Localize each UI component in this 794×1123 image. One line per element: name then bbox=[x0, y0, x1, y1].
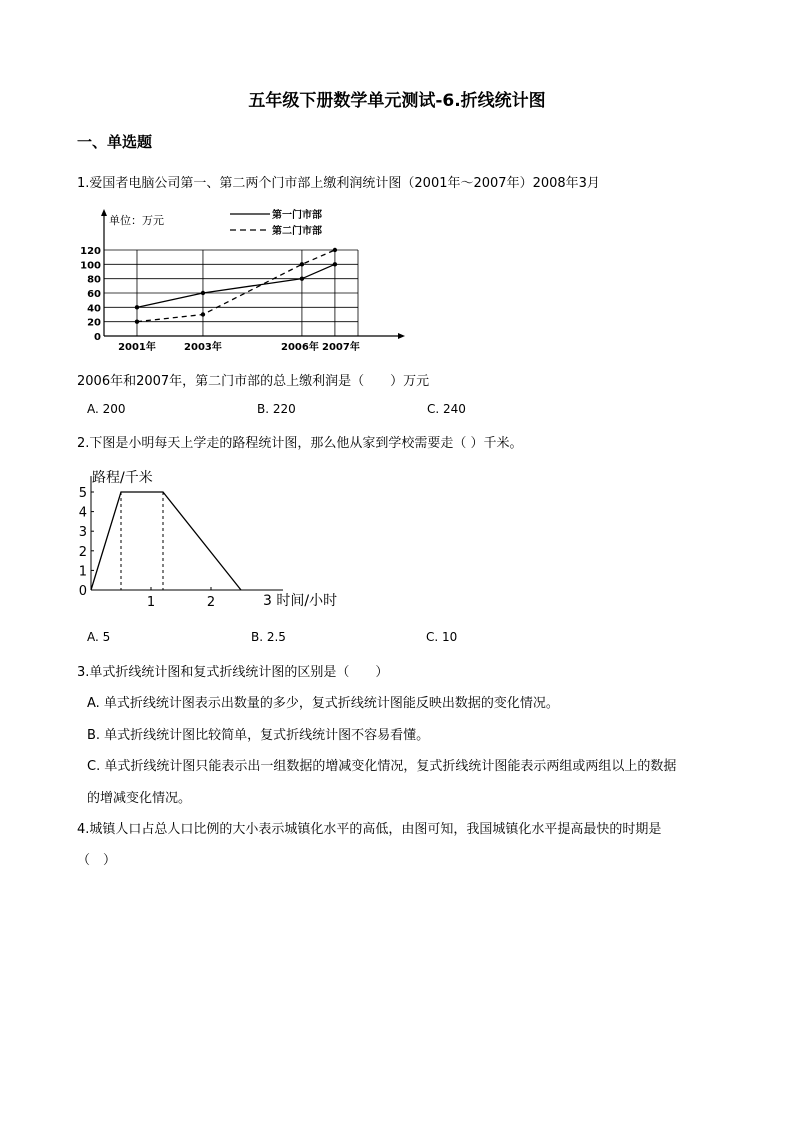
chart1-point bbox=[300, 276, 304, 280]
chart1-x-arrow bbox=[398, 333, 405, 339]
chart1-series bbox=[135, 248, 337, 324]
chart1-x-tick-label: 2001年 bbox=[118, 342, 156, 353]
chart1-axes bbox=[101, 209, 405, 339]
chart1-y-tick-label: 40 bbox=[87, 303, 101, 315]
chart1-y-tick-label: 60 bbox=[87, 289, 101, 300]
q3-option-c[interactable]: C. 单式折线统计图只能表示出一组数据的增减变化情况，复式折线统计图能表示两组或两组以上的数据 bbox=[87, 759, 677, 774]
chart1-point bbox=[300, 262, 304, 266]
chart2-x-tick-label: 1 bbox=[146, 595, 156, 610]
chart1-series-line-1 bbox=[137, 264, 335, 307]
chart1-point bbox=[333, 248, 337, 252]
chart2-y-tick-label: 0 bbox=[78, 584, 87, 599]
page-title: 五年级下册数学单元测试-6.折线统计图 bbox=[248, 91, 546, 111]
chart2-y-tick-label: 5 bbox=[78, 486, 87, 501]
chart2-y-tick-label: 2 bbox=[78, 544, 87, 560]
q2-option-b[interactable]: B. 2.5 bbox=[251, 630, 286, 644]
chart1-y-tick-label: 80 bbox=[87, 274, 101, 286]
chart1-x-tick-label: 2007年 bbox=[321, 342, 360, 353]
question-1-sub: 2006年和2007年，第二门市部的总上缴利润是（ ）万元 bbox=[77, 374, 430, 389]
distance-time-chart bbox=[75, 464, 360, 614]
q3-option-b[interactable]: B. 单式折线统计图比较简单，复式折线统计图不容易看懂。 bbox=[87, 728, 430, 743]
chart2-y-tick-label: 3 bbox=[78, 525, 87, 541]
q1-option-c[interactable]: C. 240 bbox=[427, 402, 466, 416]
chart2-axes bbox=[91, 476, 283, 590]
chart1-x-tick-label: 2003年 bbox=[184, 342, 222, 353]
chart1-point bbox=[135, 305, 139, 309]
chart1-y-tick-label: 100 bbox=[80, 260, 101, 272]
q3-option-c-cont: 的增减变化情况。 bbox=[87, 791, 192, 806]
chart1-point bbox=[201, 291, 205, 295]
chart2-y-tick-label: 1 bbox=[78, 564, 87, 580]
chart1-grid bbox=[104, 250, 358, 336]
chart1-unit-label: 单位：万元 bbox=[109, 214, 164, 227]
question-2-stem: 2.下图是小明每天上学走的路程统计图，那么他从家到学校需要走（ ）千米。 bbox=[77, 436, 523, 451]
chart1-y-arrow bbox=[101, 209, 107, 216]
chart1-point bbox=[333, 262, 337, 266]
q1-option-a[interactable]: A. 200 bbox=[87, 402, 126, 416]
question-1-stem: 1.爱国者电脑公司第一、第二两个门市部上缴利润统计图（2001年～2007年）2008年3月 bbox=[77, 176, 600, 191]
q1-option-b[interactable]: B. 220 bbox=[257, 402, 296, 416]
question-4-blank: （ ） bbox=[77, 853, 117, 868]
profit-line-chart bbox=[80, 206, 420, 356]
chart1-y-tick-label: 120 bbox=[80, 246, 101, 257]
chart2-y-tick-label: 4 bbox=[78, 505, 87, 521]
chart1-x-tick-label: 2006年 bbox=[281, 342, 319, 353]
chart1-point bbox=[201, 312, 205, 316]
chart1-y-tick-label: 0 bbox=[94, 332, 101, 343]
section-heading: 一、单选题 bbox=[77, 133, 153, 151]
chart2-series bbox=[91, 492, 241, 590]
legend-series-1: 第一门市部 bbox=[272, 210, 322, 221]
chart2-distance-line bbox=[91, 492, 241, 590]
chart1-labels bbox=[80, 246, 360, 353]
chart2-xlabel: 3 时间/小时 bbox=[263, 593, 338, 609]
chart1-y-tick-label: 20 bbox=[87, 317, 101, 329]
question-4-stem: 4.城镇人口占总人口比例的大小表示城镇化水平的高低，由图可知，我国城镇化水平提高最快的时期是 bbox=[77, 822, 662, 837]
q2-option-c[interactable]: C. 10 bbox=[426, 630, 458, 644]
q2-option-a[interactable]: A. 5 bbox=[87, 630, 111, 644]
chart2-ylabel: 路程/千米 bbox=[92, 470, 153, 486]
q3-option-a[interactable]: A. 单式折线统计图表示出数量的多少，复式折线统计图能反映出数据的变化情况。 bbox=[87, 696, 559, 711]
chart1-series-line-2 bbox=[137, 250, 335, 322]
legend-series-2: 第二门市部 bbox=[272, 226, 322, 237]
question-3-stem: 3.单式折线统计图和复式折线统计图的区别是（ ） bbox=[77, 665, 389, 680]
chart2-x-tick-label: 2 bbox=[206, 595, 216, 610]
chart1-point bbox=[135, 319, 139, 323]
chart2-labels bbox=[79, 486, 215, 610]
